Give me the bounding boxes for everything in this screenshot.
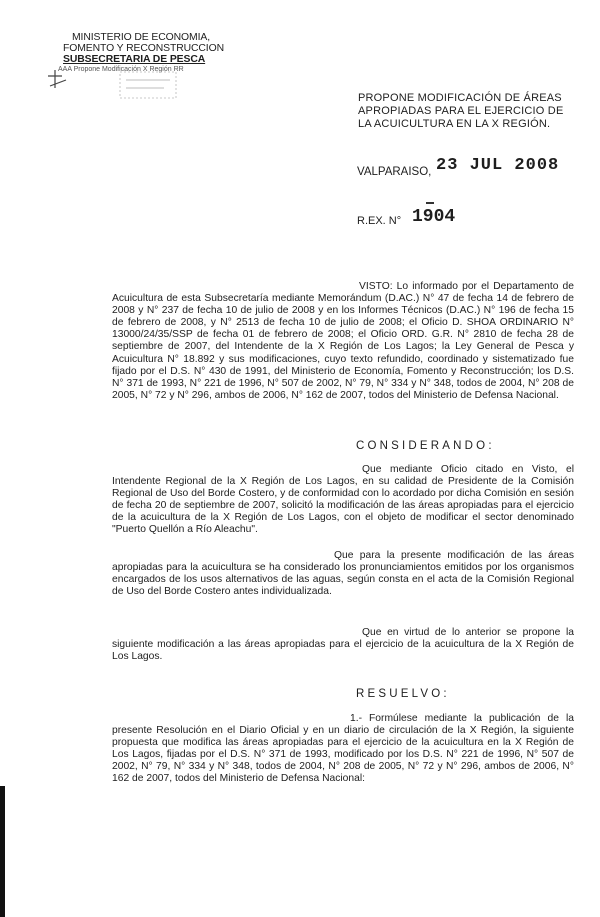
resuelvo-paragraph-1: 1.- Formúlese mediante la publicación de la presente Resolución en el Diario Oficial y en un diario de circulación de la X Región, la siguiente propuesta que modifica las áreas apropiadas para el ejercicio de la acuicultura en la X Región de Los Lagos, fijadas por el D.S. N° 371 de 1993, modificado por los D.S. N° 221 de 1996, N° 507 de 2002, N° 79, N° 334 y N° 348, todos de 2004, N° 208 de 2005, N° 72 y N° 296, ambos de 2006, N° 162 de 2007, todos del Ministerio de Defensa Nacional: (112, 713, 574, 785)
considerando-heading: CONSIDERANDO: (356, 440, 495, 452)
resuelvo-p1-block (112, 713, 574, 786)
resolution-number: 1904 (412, 207, 456, 227)
scan-edge-bar (0, 786, 5, 917)
considerando-paragraph-2: Que para la presente modificación de las áreas apropiadas para la acuicultura se ha considerado los pronunciamientos emitidos por los organismos encargados de los usos alternativos de las aguas, según consta en el acta de la Comisión Regional de Uso del Borde Costero antes individualizada. (112, 550, 574, 598)
considerando-paragraph-1: Que mediante Oficio citado en Visto, el Intendente Regional de la X Región de Los Lagos, en su calidad de Presidente de la Comisión Regional de Uso del Borde Costero, y de conformidad con lo acordado por dicha Comisión en sesión de fecha 20 de septiembre de 2007, solicitó la modificación de las áreas apropiadas para el ejercicio de la acuicultura de la X Región de Los Lagos, con el objeto de modificar el sector denominado "Puerto Quellón a Río Aleachu". (112, 464, 574, 536)
subject-line2: APROPIADAS PARA EL EJERCICIO DE (358, 105, 564, 117)
visto-paragraph: VISTO: Lo informado por el Departamento de Acuicultura de esta Subsecretaría mediante Memorándum (D.AC.) N° 47 de fecha 14 de febrero de 2008 y N° 237 de fecha 10 de julio de 2008 y en los Informes Técnicos (D.AC.) N° 196 de fecha 15 de febrero de 2008, y N° 2513 de fecha 10 de julio de 2008; el Oficio D. SHOA ORDINARIO N° 13000/24/35/SSP de fecha 01 de febrero de 2008; el Oficio ORD. G.R. N° 2810 de fecha 28 de septiembre de 2007, del Intendente de la X Región de Los Lagos; la Ley General de Pesca y Acuicultura N° 18.892 y sus modificaciones, cuyo texto refundido, coordinado y sistematizado fue fijado por el D.S. N° 430 de 1991, del Ministerio de Economía, Fomento y Reconstrucción; los D.S. N° 371 de 1993, N° 221 de 1996, N° 507 de 2002, N° 79, N° 334 y N° 348, todos de 2004, N° 208 de 2005, N° 72 y N° 296, ambos de 2006, N° 162 de 2007, todos del Ministerio de Defensa Nacional. (112, 281, 574, 401)
ministry-name-line2: FOMENTO Y RECONSTRUCCION (63, 43, 224, 54)
subject-line3: LA ACUICULTURA EN LA X REGIÓN. (358, 118, 551, 130)
file-reference-stamp: AAA Propone Modificación X Región RR (58, 66, 184, 73)
subject-line1: PROPONE MODIFICACIÓN DE ÁREAS (358, 92, 562, 104)
considerando-p2-block (112, 550, 574, 598)
resolution-label: R.EX. N° (357, 215, 402, 227)
visto-section (112, 281, 574, 402)
received-seal-mark (40, 62, 190, 102)
handwritten-mark (426, 202, 434, 204)
considerando-p3-block (112, 627, 574, 663)
date-stamp: 23 JUL 2008 (436, 156, 560, 175)
considerando-paragraph-3: Que en virtud de lo anterior se propone la siguiente modificación a las áreas apropiadas para el ejercicio de la acuicultura de la X Región de Los Lagos. (112, 627, 574, 663)
subsecretaria-name: SUBSECRETARIA DE PESCA (63, 54, 206, 65)
resuelvo-heading: RESUELVO: (356, 688, 450, 700)
city: VALPARAISO, (357, 166, 432, 178)
considerando-p1-block (112, 464, 574, 537)
ministry-name-line1: MINISTERIO DE ECONOMIA, (72, 32, 210, 43)
